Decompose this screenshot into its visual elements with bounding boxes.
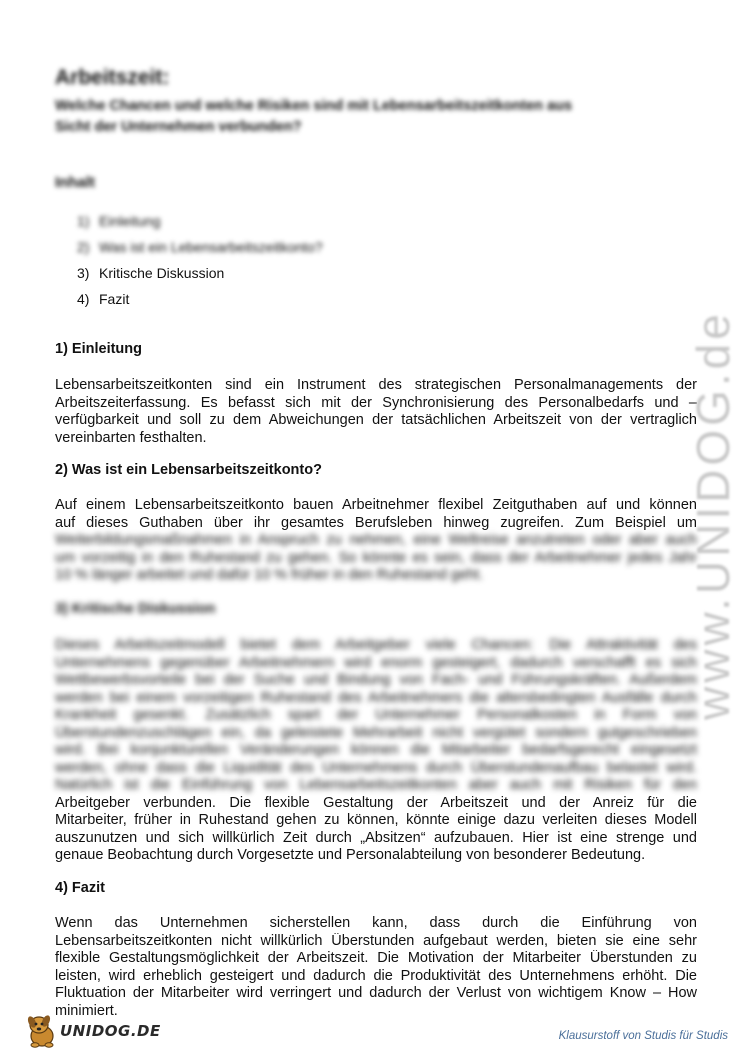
text-line: flexible Gestaltungsmöglichkeit der Arbeitszeit. Die Motivation der Mitarbeiter Überstunden zu — [55, 950, 697, 966]
text-line-blurred: 10 % länger arbeitet und dafür 10 % früher in den Ruhestand geht. — [55, 567, 484, 583]
toc-item — [77, 286, 323, 312]
section-paragraph — [55, 637, 697, 865]
text-line: Wenn das Unternehmen sicherstellen kann, dass durch die Einführung von — [55, 915, 697, 931]
toc-label: Fazit — [99, 291, 130, 307]
document-page — [55, 0, 697, 1060]
text-line: Lebensarbeitszeitkonten nicht willkürlich Überstunden aufgebaut werden, bieten sie eine sehr — [55, 932, 697, 949]
document-title: Arbeitszeit: — [55, 66, 170, 89]
toc-number: 4) — [77, 291, 90, 307]
text-line-blurred: Unternehmens gegenüber Arbeitnehmern wird enorm gesteigert, dadurch verschafft es sich — [55, 654, 697, 671]
text-line-blurred: wird. Bei konjunkturellen Veränderungen können die Mitarbeiter bedarfsgerecht eingesetzt — [55, 742, 697, 758]
toc-label: Was ist ein Lebensarbeitszeitkonto? — [99, 239, 323, 255]
toc-number: 3) — [77, 265, 90, 281]
text-line: genaue Beobachtung durch Vorgesetzte und Personalabteilung von besonderer Bedeutung. — [55, 847, 646, 863]
text-line: Lebensarbeitszeitkonten sind ein Instrument des strategischen Personalmanagements der — [55, 377, 697, 393]
unidog-logo — [22, 1012, 161, 1050]
toc-item — [77, 208, 323, 234]
text-line: leisten, wird erheblich gesteigert und dadurch die Produktivität des Unternehmens erhöht. Die — [55, 967, 697, 984]
toc-item — [77, 234, 323, 260]
text-line-blurred: Weiterbildungsmaßnahmen in Anspruch zu nehmen, eine Weltreise anzutreten oder aber auch — [55, 532, 697, 548]
section-paragraph — [55, 377, 697, 447]
text-line: Arbeitgeber verbunden. Die flexible Gestaltung der Arbeitszeit und der Anreiz für die — [55, 794, 697, 811]
text-line: Fluktuation der Mitarbeiter wird verringert und dadurch der Verlust von wichtigem Know – How — [55, 985, 697, 1001]
document-subtitle — [55, 96, 697, 138]
section-paragraph — [55, 497, 697, 585]
logo-text: UNIDOG.DE — [60, 1022, 161, 1040]
toc-number: 1) — [77, 213, 90, 229]
toc-label: Kritische Diskussion — [99, 265, 225, 281]
subtitle-line: Welche Chancen und welche Risiken sind mit Lebensarbeitszeitkonten aus — [55, 98, 573, 114]
contents-heading: Inhalt — [55, 174, 95, 191]
watermark-text: www.UNIDOG.de — [687, 310, 739, 720]
section-heading: 1) Einleitung — [55, 341, 142, 357]
text-line-blurred: Krankheit gesenkt. Zusätzlich spart der Unternehmer Personalkosten in Form von — [55, 707, 697, 723]
text-line: Arbeitszeiterfassung. Es befasst sich mit der Synchronisierung des Personalbedarfs und – — [55, 394, 697, 411]
text-line: auf dieses Guthaben über ihr gesamtes Berufsleben hinweg zugreifen. Zum Beispiel um — [55, 514, 697, 531]
toc-number: 2) — [77, 239, 90, 255]
text-line-blurred: Natürlich ist die Einführung von Lebensarbeitszeitkonten aber auch mit Risiken für den — [55, 777, 697, 793]
footer-tagline: Klausurstoff von Studis für Studis — [558, 1030, 728, 1042]
subtitle-line: Sicht der Unternehmen verbunden? — [55, 119, 302, 135]
text-line: minimiert. — [55, 1002, 118, 1019]
text-line-blurred: Wettbewerbsvorteile bei der Suche und Bindung von Fach- und Führungskräften. Außerdem — [55, 672, 697, 688]
section-heading: 2) Was ist ein Lebensarbeitszeitkonto? — [55, 462, 322, 478]
text-line: Mitarbeiter, früher in Ruhestand gehen zu können, könnte einige dazu verleiten dieses Modell — [55, 812, 697, 828]
text-line: auszunutzen und sich willkürlich Zeit durch „Absitzen“ aufzubauen. Hier ist eine strenge und — [55, 829, 697, 846]
text-line-blurred: werden, ohne dass die Liquidität des Unternehmens durch Überstundenaufbau belastet wird. — [55, 759, 697, 776]
text-line-blurred: Dieses Arbeitszeitmodell bietet dem Arbeitgeber viele Chancen: Die Attraktivität des — [55, 637, 697, 653]
dog-mascot-icon — [22, 1012, 62, 1050]
section-paragraph — [55, 915, 697, 1020]
section-heading: 3) Kritische Diskussion — [55, 601, 216, 617]
text-line-blurred: um vorzeitig in den Ruhestand zu gehen. So könnte es sein, dass der Arbeitnehmer jedes Jahr — [55, 549, 697, 566]
toc-label: Einleitung — [99, 213, 161, 229]
table-of-contents — [77, 208, 323, 312]
toc-item — [77, 260, 323, 286]
text-line-blurred: werden bei einem vorzeitigen Ruhestand des Arbeitnehmers die altersbedingten Ausfälle durch — [55, 689, 697, 706]
text-line: vereinbarten festhalten. — [55, 429, 207, 446]
text-line: verfügbarkeit und soll zu dem Abweichungen der tatsächlichen Arbeitszeit von der vertraglich — [55, 412, 697, 428]
text-line-blurred: Überstundenzuschlägen ein, da geleistete Mehrarbeit nicht vergütet sondern gutgeschrieben — [55, 724, 697, 741]
section-heading: 4) Fazit — [55, 880, 105, 896]
text-line: Auf einem Lebensarbeitszeitkonto bauen Arbeitnehmer flexibel Zeitguthaben auf und können — [55, 497, 697, 513]
